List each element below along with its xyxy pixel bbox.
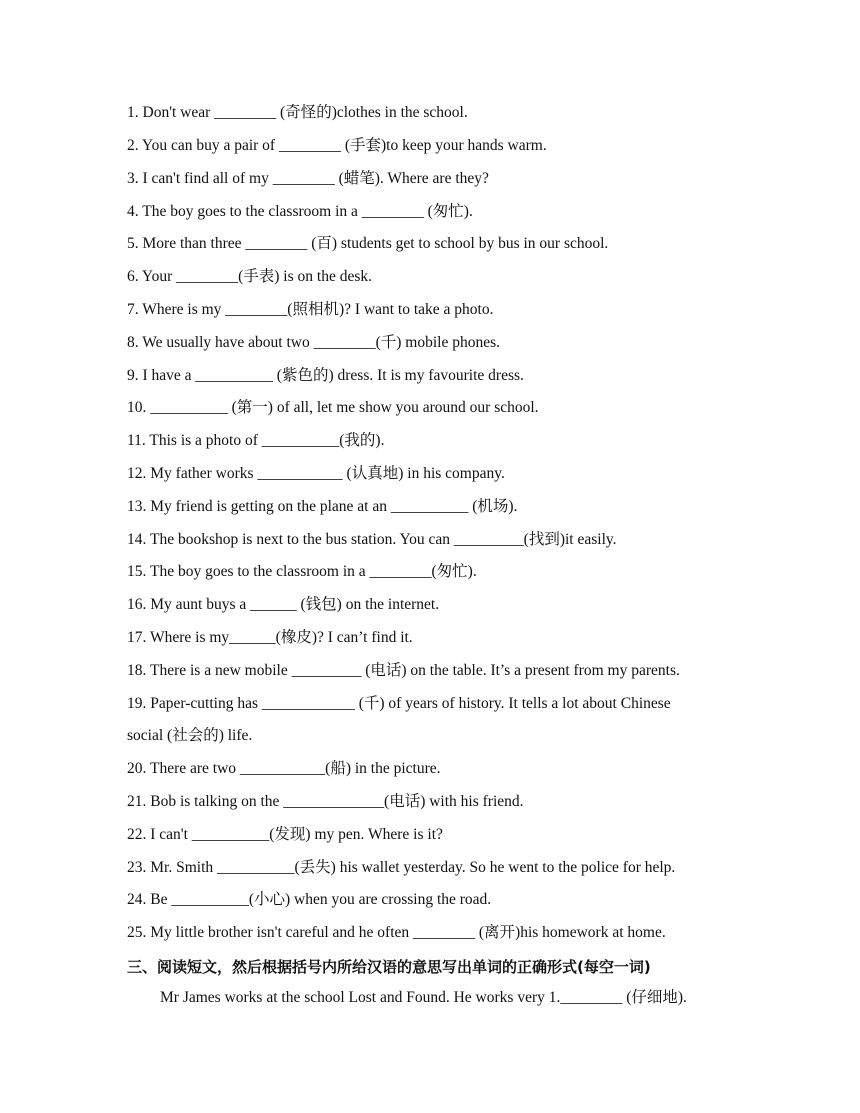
- question-21: 21. Bob is talking on the _____________(电话) with his friend.: [127, 793, 524, 810]
- question-8: 8. We usually have about two ________(千) mobile phones.: [127, 334, 500, 351]
- question-25: 25. My little brother isn't careful and he often ________ (离开)his homework at home.: [127, 924, 666, 941]
- question-24: 24. Be __________(小心) when you are crossing the road.: [127, 891, 492, 908]
- question-19: 19. Paper-cutting has ____________ (千) of years of history. It tells a lot about Chinese: [127, 695, 671, 712]
- question-13: 13. My friend is getting on the plane at an __________ (机场).: [127, 498, 518, 515]
- question-2: 2. You can buy a pair of ________ (手套)to keep your hands warm.: [127, 137, 547, 154]
- question-3: 3. I can't find all of my ________ (蜡笔). Where are they?: [127, 170, 489, 187]
- question-18: 18. There is a new mobile _________ (电话) on the table. It’s a present from my parents.: [127, 662, 680, 679]
- question-17: 17. Where is my______(橡皮)? I can’t find it.: [127, 629, 413, 646]
- section-heading: 三、阅读短文，然后根据括号内所给汉语的意思写出单词的正确形式(每空一词): [127, 958, 651, 976]
- question-4: 4. The boy goes to the classroom in a ________ (匆忙).: [127, 203, 473, 220]
- question-7: 7. Where is my ________(照相机)? I want to take a photo.: [127, 301, 494, 318]
- passage-first-line: Mr James works at the school Lost and Found. He works very 1.________ (仔细地).: [160, 989, 687, 1006]
- question-11: 11. This is a photo of __________(我的).: [127, 432, 385, 449]
- question-10: 10. __________ (第一) of all, let me show you around our school.: [127, 399, 539, 416]
- question-20: 20. There are two ___________(船) in the picture.: [127, 760, 441, 777]
- question-6: 6. Your ________(手表) is on the desk.: [127, 268, 372, 285]
- question-5: 5. More than three ________ (百) students get to school by bus in our school.: [127, 235, 609, 252]
- question-16: 16. My aunt buys a ______ (钱包) on the internet.: [127, 596, 440, 613]
- question-14: 14. The bookshop is next to the bus station. You can _________(找到)it easily.: [127, 531, 617, 548]
- question-22: 22. I can't __________(发现) my pen. Where is it?: [127, 826, 443, 843]
- question-23: 23. Mr. Smith __________(丢失) his wallet yesterday. So he went to the police for help.: [127, 859, 676, 876]
- question-1: 1. Don't wear ________ (奇怪的)clothes in the school.: [127, 104, 468, 121]
- question-12: 12. My father works ___________ (认真地) in his company.: [127, 465, 505, 482]
- question-9: 9. I have a __________ (紫色的) dress. It is my favourite dress.: [127, 367, 524, 384]
- question-19-continuation: social (社会的) life.: [127, 727, 253, 744]
- question-15: 15. The boy goes to the classroom in a ________(匆忙).: [127, 563, 477, 580]
